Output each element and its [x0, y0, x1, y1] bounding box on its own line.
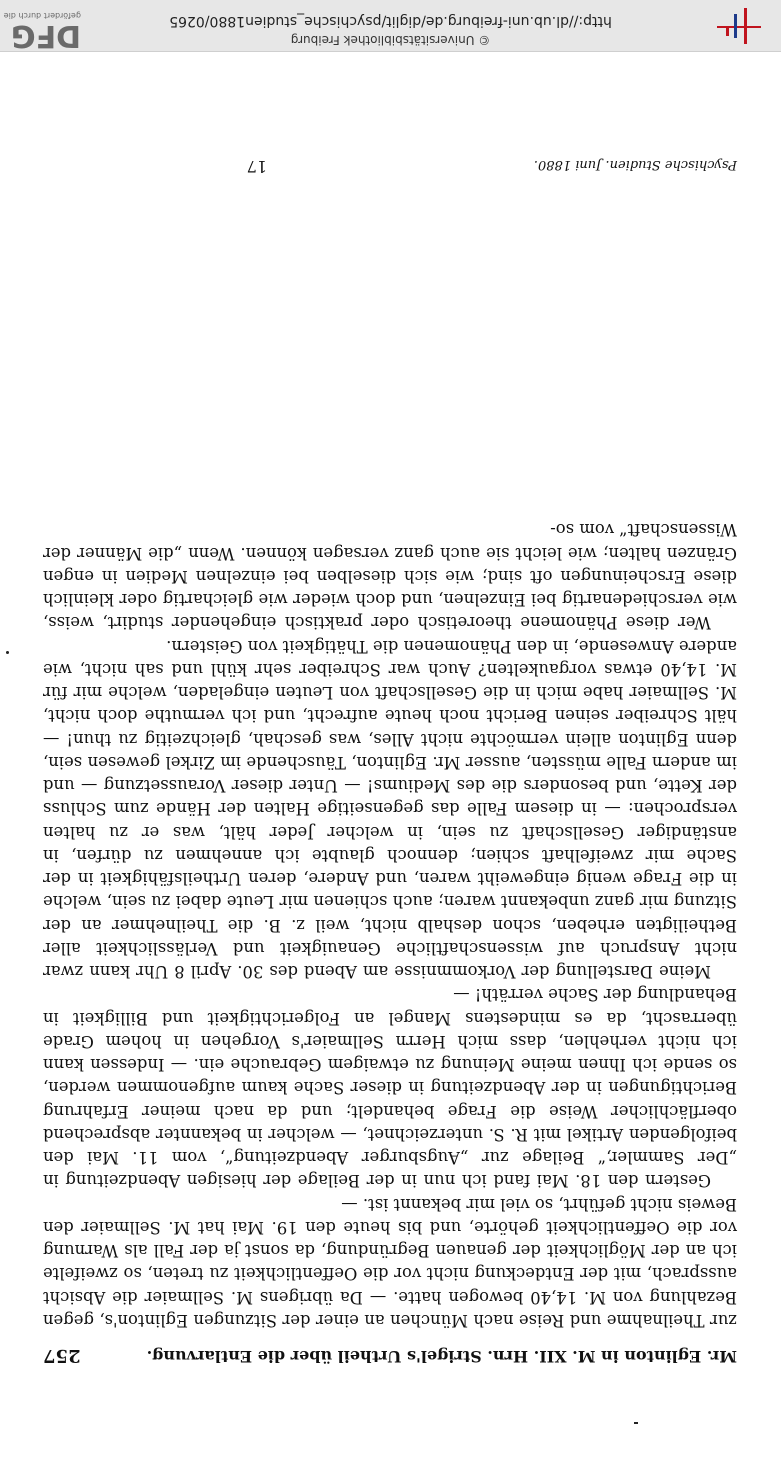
page-number: 257 [43, 1345, 81, 1366]
paragraph: Meine Darstellung der Vorkommnisse am Abend des 30. April 8 Uhr kann zwar nicht Anspruch auf wissenschaftliche Genauigkeit und Verlässlichkeit aller Betheiligten erheben, schon deshalb nicht, weil z. B. die Theilnehmer an der Sitzung mir ganz unbekannt waren; auch schienen mir Leute dabei zu sein, welche in die Frage wenig eingeweiht waren, und Andere, deren Urtheilsfähigkeit in der Sache mir zweifelhaft schien; dennoch glaubte ich annehmen zu dürfen, in anständiger Gesellschaft zu sein, in welcher Jeder hält, was er zu halten versprochen: — in diesem Falle das gegenseitige Halten der Hände zum Schluss der Kette, und besonders die des Mediums! — Unter dieser Voraussetzung — und im andern Falle müssten, ausser Mr. Eglinton, Täuschende im Zirkel gewesen sein, denn Eglinton allein vermöchte nicht Alles, was geschah, gleichzeitig zu thun! — hält Schreiber seinen Bericht noch heute aufrecht, und ich vermuthe doch nicht, M. Sellmaier habe mich in die Gesellschaft von Leuten eingeladen, welche mir für M. 14,40 etwas vorgaukelten? Auch war Schreiber sehr kühl und sah nicht, wie andere Anwesende, in den Phänomenen die Thätigkeit von Geistern. [43, 636, 737, 982]
paragraph: zur Theilnahme und Reise nach München an einer der Sitzungen Eglinton's, gegen Bezahlung von M. 14,40 bewogen hatte. — Da übrigens M. Sellmaier die Absicht aussprach, mit der Entdeckung nicht vor die Oeffentlichkeit zu treten, so zweifelte ich an der Möglichkeit der genauen Begründung, da sonst ja der Fall als Warnung vor die Oeffentlichkeit gehörte, und bis heute den 19. Mai hat M. Sellmaier den Beweis nicht geführt, so viel mir bekannt ist. — [43, 1194, 737, 1330]
logo-bar [717, 26, 761, 28]
library-logo-icon[interactable] [717, 8, 761, 44]
copyright-text: © Universitätsbibliothek Freiburg [290, 33, 491, 47]
logo-bar [744, 8, 747, 44]
dfg-logo[interactable] [0, 2, 81, 53]
footer-journal: Psychische Studien. Juni 1880. [533, 157, 737, 172]
dfg-logo-text: DFG [10, 18, 81, 53]
paragraph: Wer diese Phänomene theoretisch oder praktisch eingehender studirt, weiss, wie verschiedenartig bei Einzelnen, und doch wieder wie gleichartig oder kleinlich diese Erscheinungen oft sind; wie sich dieselben bei einzelnen Medien in engen Gränzen halten; wie leicht sie auch ganz versagen können. Wenn „die Männer der Wissenschaft“ vom so- [43, 520, 737, 633]
running-head-title: Mr. Eglinton in M. XII. Hrn. Strigel's Urtheil über die Entlarvung. [146, 1347, 737, 1366]
paragraph: Gestern den 18. Mai fand ich nun in der Beilage der hiesigen Abendzeitung in „Der Sammler,“ Beilage zur „Augsburger Abendzeitung“, vom 11. Mai den beifolgenden Artikel mit R. S. unterzeichnet, — welcher in bekannter absprechend oberflächlicher Weise die Frage behandelt; und da nach meiner Erfahrung Berichtigungen in der Abendzeitung in dieser Sache kaum aufgenommen werden, so sende ich Ihnen meine Meinung zu etwaigem Gebrauche ein. — Indessen kann ich nicht verhehlen, dass mich Herrn Sellmaier's Vorgehen in hohem Grade überrascht, da es mindestens Mangel an Folgerichtigkeit und Billigkeit in Behandlung der Sache verräth! — [43, 985, 737, 1191]
speck [634, 1422, 638, 1424]
body-text [43, 518, 737, 1332]
speck [6, 651, 9, 654]
logo-bar [734, 14, 737, 38]
footer-folio: 17 [246, 157, 267, 176]
dfg-caption: gefördert durch die [3, 11, 81, 20]
url-link[interactable]: http://dl.ub.uni-freiburg.de/diglit/psychische_studien1880/0265 [169, 13, 612, 29]
viewer-footer-bar [0, 0, 781, 52]
logo-bar [726, 28, 729, 36]
